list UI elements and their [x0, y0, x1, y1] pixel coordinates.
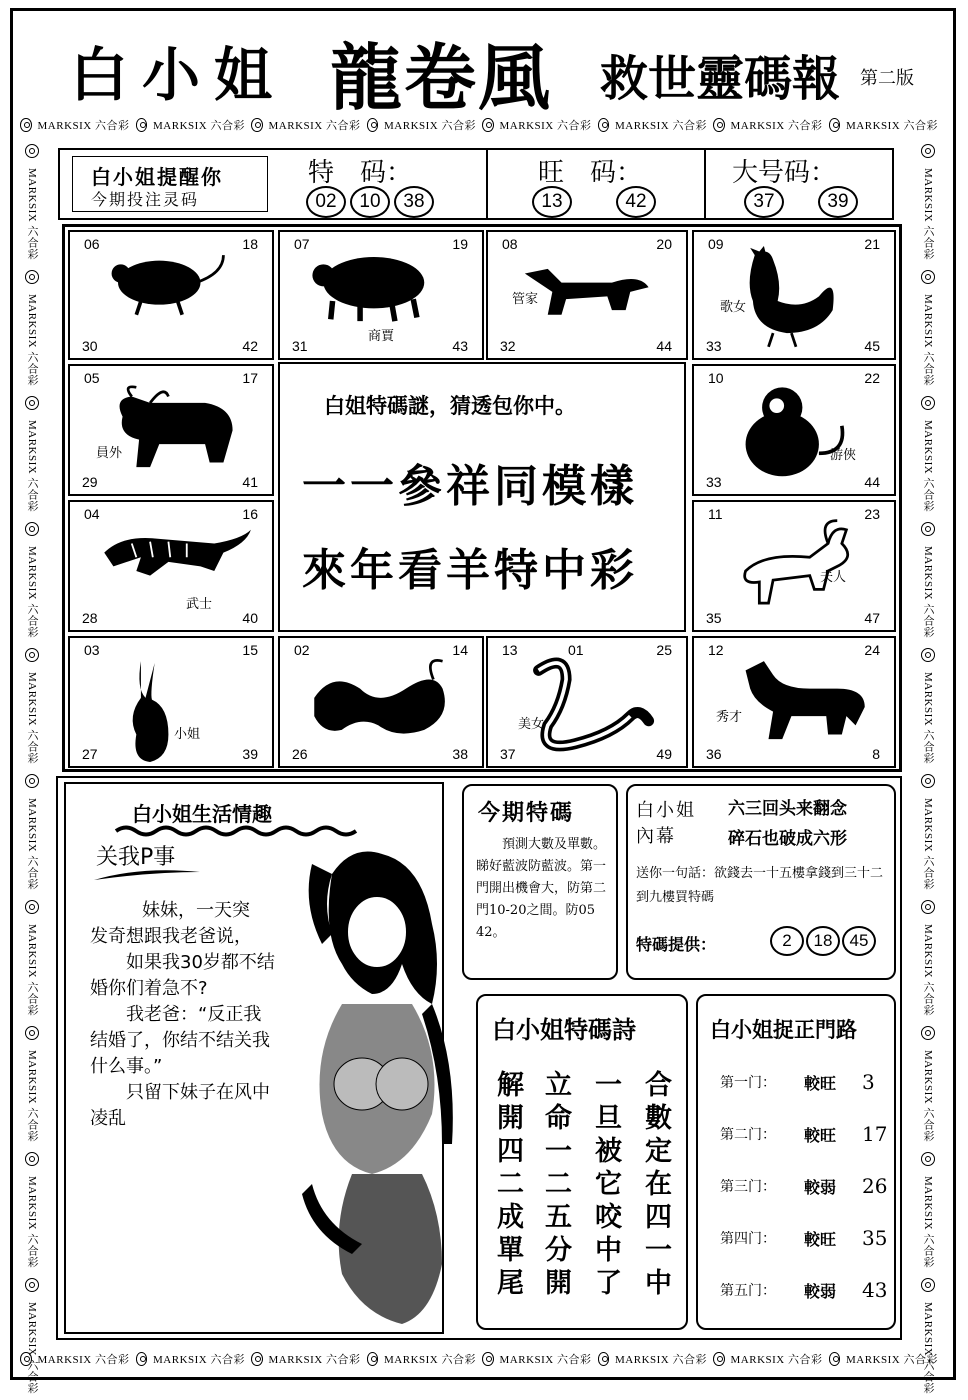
flower-icon: [921, 522, 935, 536]
zodiac-label: 夫人: [820, 570, 847, 585]
border-strip-text: MARKSIX 六合彩: [922, 1175, 934, 1268]
border-strip-text: MARKSIX 六合彩: [26, 671, 38, 764]
code-ball: 2: [770, 926, 804, 956]
border-strip-text: MARKSIX 六合彩: [922, 293, 934, 386]
gate-row: [720, 1226, 887, 1250]
code-ball: 45: [842, 926, 876, 956]
border-strip-text: MARKSIX 六合彩: [268, 120, 361, 132]
inside-line2: 碎石也破成六形: [728, 829, 847, 849]
wang-code-label: 旺 码：: [538, 158, 643, 188]
border-strip-text: MARKSIX 六合彩: [384, 120, 476, 132]
header: [40, 20, 930, 120]
gate-status: 較旺: [804, 1125, 837, 1145]
border-strip-text: MARKSIX 六合彩: [922, 1049, 934, 1142]
zodiac-cell-rat: [68, 230, 274, 360]
riddle-line2: 來年看羊特中彩: [302, 545, 638, 596]
border-strip-text: MARKSIX 六合彩: [26, 1301, 38, 1394]
zodiac-number-top-right: 19: [452, 236, 468, 252]
big-code-label: 大号码：: [732, 158, 837, 188]
gate-status: 較弱: [804, 1281, 837, 1301]
zodiac-number-top-right: 18: [242, 236, 258, 252]
life-body: [90, 898, 316, 1132]
zodiac-number-bottom-left: 37: [500, 746, 516, 762]
zodiac-cell-rabbit: [68, 636, 274, 768]
zodiac-number-top-middle: 01: [568, 642, 584, 658]
divider: [704, 150, 706, 218]
inside-label2: 內幕: [636, 826, 676, 847]
flower-icon: [251, 1352, 263, 1366]
life-section: [64, 782, 444, 1334]
border-strip-text: MARKSIX 六合彩: [268, 1354, 361, 1366]
flower-icon: [482, 118, 494, 132]
gate-number: 17: [862, 1122, 888, 1146]
main-title: 龍卷風: [330, 35, 553, 120]
zodiac-cell-monkey: [692, 364, 896, 496]
zodiac-cell-tiger: [68, 500, 274, 632]
gates-title: 白小姐捉正門路: [710, 1017, 857, 1042]
border-strip-text: MARKSIX 六合彩: [499, 120, 592, 132]
gate-row: [720, 1278, 887, 1302]
zodiac-number-top-right: 20: [656, 236, 672, 252]
zodiac-number-top-left: 06: [84, 236, 100, 252]
gate-name: 第五门：: [720, 1283, 776, 1299]
inside-gift: 送你一句話：欲錢去一十五樓拿錢到三十二到九樓買特碼: [636, 866, 884, 905]
zodiac-number-bottom-right: 40: [242, 610, 258, 626]
life-line: 我老爸：“反正我: [126, 1004, 262, 1025]
flower-icon: [921, 396, 935, 410]
special-code-group: [298, 152, 488, 218]
snake-icon: [504, 652, 674, 762]
life-title: 白小姐生活情趣: [132, 802, 272, 826]
wavy-underline: [116, 824, 356, 838]
border-strip-text: MARKSIX 六合彩: [922, 797, 934, 890]
header-subtitle: 救世靈碼報: [600, 51, 841, 107]
gate-number: 35: [862, 1226, 888, 1250]
zodiac-number-top-left: 08: [502, 236, 518, 252]
zodiac-number-bottom-right: 41: [242, 474, 258, 490]
zodiac-number-top-right: 21: [864, 236, 880, 252]
poem-column: 解開四二成單尾: [492, 1070, 523, 1301]
border-strip-text: MARKSIX 六合彩: [26, 545, 38, 638]
codes-row: [58, 148, 894, 220]
flower-icon: [136, 118, 148, 132]
top-border-strip: [20, 116, 938, 134]
life-line: 什么事。”: [90, 1056, 163, 1077]
zodiac-number-bottom-left: 33: [706, 338, 722, 354]
zodiac-number-bottom-right: 39: [242, 746, 258, 762]
zodiac-cell-dog: [486, 230, 688, 360]
flower-icon: [25, 1026, 39, 1040]
border-strip-text: MARKSIX 六合彩: [922, 923, 934, 1016]
flower-icon: [25, 774, 39, 788]
zodiac-number-bottom-left: 32: [500, 338, 516, 354]
zodiac-number-bottom-left: 31: [292, 338, 308, 354]
life-line: 妹妹，一天突: [142, 900, 250, 921]
ox-icon: [88, 380, 258, 490]
zodiac-label: 小姐: [174, 727, 201, 742]
zodiac-number-bottom-left: 27: [82, 746, 98, 762]
zodiac-number-bottom-left: 28: [82, 610, 98, 626]
gate-number: 3: [862, 1070, 875, 1094]
zodiac-number-bottom-left: 30: [82, 338, 98, 354]
gate-name: 第三门：: [720, 1179, 776, 1195]
flower-icon: [25, 648, 39, 662]
flower-icon: [598, 1352, 610, 1366]
divider: [486, 150, 488, 218]
zodiac-number-top-left: 12: [708, 642, 724, 658]
poem-column: 一旦被它咬中了: [590, 1070, 621, 1301]
flower-icon: [25, 396, 39, 410]
special-code-balls: [306, 186, 438, 218]
flower-icon: [25, 522, 39, 536]
border-strip-text: MARKSIX 六合彩: [922, 671, 934, 764]
life-line: 发奇想跟我老爸说，: [90, 926, 252, 947]
border-strip-text: MARKSIX 六合彩: [922, 545, 934, 638]
gate-name: 第二门：: [720, 1127, 776, 1143]
provide-balls: [770, 926, 878, 956]
zodiac-number-top-left: 04: [84, 506, 100, 522]
flower-icon: [25, 900, 39, 914]
life-line: 凌乱: [90, 1108, 126, 1129]
zodiac-number-top-right: 15: [242, 642, 258, 658]
flower-icon: [367, 118, 379, 132]
zodiac-number-bottom-right: 43: [452, 338, 468, 354]
zodiac-number-bottom-left: 26: [292, 746, 308, 762]
inside-label1: 白小姐: [636, 800, 696, 821]
border-strip-text: MARKSIX 六合彩: [922, 1301, 934, 1394]
border-strip-text: MARKSIX 六合彩: [26, 419, 38, 512]
woman-photo: [292, 844, 462, 1332]
zodiac-number-top-left: 03: [84, 642, 100, 658]
flower-icon: [713, 1352, 725, 1366]
inside-box: [626, 784, 896, 980]
border-strip-text: MARKSIX 六合彩: [615, 1354, 707, 1366]
life-line: 婚你们着急不?: [90, 978, 208, 999]
flower-icon: [921, 270, 935, 284]
gate-status: 較弱: [804, 1177, 837, 1197]
poem-box: [476, 994, 688, 1330]
border-strip-text: MARKSIX 六合彩: [26, 168, 38, 260]
zodiac-number-bottom-right: 45: [864, 338, 880, 354]
flower-icon: [921, 648, 935, 662]
zodiac-number-bottom-left: 35: [706, 610, 722, 626]
border-strip-text: MARKSIX 六合彩: [153, 120, 245, 132]
code-ball: 18: [806, 926, 840, 956]
big-code-balls: [744, 186, 862, 218]
zodiac-label: 歌女: [720, 300, 747, 315]
reminder-box: [72, 156, 268, 212]
flower-icon: [251, 118, 263, 132]
flower-icon: [482, 1352, 494, 1366]
rabbit-icon: [88, 652, 258, 762]
zodiac-number-bottom-right: 44: [656, 338, 672, 354]
border-strip-text: MARKSIX 六合彩: [153, 1354, 245, 1366]
left-border-strip: [22, 140, 40, 1394]
flower-icon: [598, 118, 610, 132]
life-line: 如果我30岁都不结: [126, 952, 275, 973]
zodiac-number-top-left: 11: [708, 506, 723, 522]
zodiac-label: 管家: [512, 292, 539, 307]
flower-icon: [921, 900, 935, 914]
zodiac-cell-rooster: [692, 230, 896, 360]
zodiac-number-top-right: 17: [242, 370, 258, 386]
zodiac-number-bottom-left: 33: [706, 474, 722, 490]
inside-line1: 六三回头来翻念: [728, 799, 847, 819]
rat-icon: [88, 246, 258, 356]
flower-icon: [25, 144, 39, 158]
zodiac-number-top-left: 05: [84, 370, 100, 386]
border-strip-text: MARKSIX 六合彩: [922, 419, 934, 512]
flower-icon: [921, 144, 935, 158]
riddle-intro: 白姐特碼謎，猜透包你中。: [324, 393, 576, 418]
border-strip-text: MARKSIX 六合彩: [730, 1354, 823, 1366]
zodiac-cell-dragon: [278, 636, 484, 768]
special-code-label: 特 码：: [308, 158, 413, 188]
poem-column: 合數定在四一中: [640, 1070, 671, 1301]
flower-icon: [921, 774, 935, 788]
code-ball: 42: [616, 186, 656, 218]
zodiac-label: 游俠: [830, 448, 857, 463]
code-ball: 02: [306, 186, 346, 218]
zodiac-cell-snake: [486, 636, 688, 768]
gate-row: [720, 1070, 875, 1094]
border-strip-text: MARKSIX 六合彩: [26, 1175, 38, 1268]
border-strip-text: MARKSIX 六合彩: [730, 120, 823, 132]
border-strip-text: MARKSIX 六合彩: [37, 120, 130, 132]
zodiac-label: 秀才: [716, 710, 743, 725]
life-line: 结婚了，你结不结关我: [90, 1030, 270, 1051]
code-ball: 37: [744, 186, 784, 218]
gate-number: 43: [862, 1278, 888, 1302]
poem-column: 立命一二五分開: [540, 1070, 571, 1301]
issue-code-box: [462, 784, 618, 980]
zodiac-label: 商賈: [368, 329, 395, 344]
code-ball: 10: [350, 186, 390, 218]
zodiac-number-top-right: 16: [242, 506, 258, 522]
flower-icon: [921, 1278, 935, 1292]
flower-icon: [829, 118, 841, 132]
tiger-icon: [88, 516, 258, 626]
zodiac-number-bottom-left: 36: [706, 746, 722, 762]
provide-label: 特碼提供：: [636, 935, 717, 954]
swoosh-icon: [92, 868, 202, 884]
right-border-strip: [918, 140, 936, 1394]
border-strip-text: MARKSIX 六合彩: [26, 293, 38, 386]
life-subtitle: 关我P事: [96, 845, 176, 870]
flower-icon: [829, 1352, 841, 1366]
zodiac-number-top-left: 07: [294, 236, 310, 252]
code-ball: 39: [818, 186, 858, 218]
zodiac-number-top-right: 25: [656, 642, 672, 658]
border-strip-text: MARKSIX 六合彩: [615, 120, 707, 132]
border-strip-text: MARKSIX 六合彩: [26, 923, 38, 1016]
zodiac-number-bottom-right: 38: [452, 746, 468, 762]
flower-icon: [921, 1152, 935, 1166]
zodiac-number-top-left: 13: [502, 642, 518, 658]
zodiac-number-top-left: 10: [708, 370, 724, 386]
border-strip-text: MARKSIX 六合彩: [846, 120, 938, 132]
border-strip-text: MARKSIX 六合彩: [922, 168, 934, 260]
zodiac-number-top-right: 14: [452, 642, 468, 658]
gate-status: 較旺: [804, 1073, 837, 1093]
border-strip-text: MARKSIX 六合彩: [26, 1049, 38, 1142]
flower-icon: [25, 1278, 39, 1292]
wang-code-balls: [532, 186, 660, 218]
issue-code-text: 預測大數及單數。睇好藍波防藍波。第一門開出機會大，防第二門10-20之間。防05 42。: [476, 837, 607, 940]
border-strip-text: MARKSIX 六合彩: [384, 1354, 476, 1366]
issue-code-title: 今期特碼: [478, 800, 575, 826]
zodiac-number-bottom-right: 42: [242, 338, 258, 354]
gate-row: [720, 1174, 887, 1198]
zodiac-label: 員外: [96, 446, 123, 461]
edition-label: 第二版: [860, 68, 914, 89]
border-strip-text: MARKSIX 六合彩: [499, 1354, 592, 1366]
zodiac-cell-horse: [692, 636, 896, 768]
dragon-icon: [298, 652, 468, 762]
zodiac-number-top-right: 24: [864, 642, 880, 658]
reminder-line1: 白小姐提醒你: [91, 165, 223, 189]
flower-icon: [136, 1352, 148, 1366]
poem-title: 白小姐特碼詩: [492, 1015, 636, 1044]
border-strip-text: MARKSIX 六合彩: [26, 797, 38, 890]
wang-code-group: [528, 152, 728, 218]
flower-icon: [25, 1152, 39, 1166]
flower-icon: [25, 270, 39, 284]
zodiac-number-bottom-left: 29: [82, 474, 98, 490]
riddle-box: [278, 362, 686, 632]
zodiac-number-top-left: 09: [708, 236, 724, 252]
bottom-border-strip: [20, 1350, 938, 1368]
brand-title: 白小姐: [70, 41, 287, 109]
zodiac-number-bottom-right: 47: [864, 610, 880, 626]
zodiac-number-bottom-right: 49: [656, 746, 672, 762]
flower-icon: [713, 118, 725, 132]
zodiac-cell-ox: [278, 230, 484, 360]
gate-status: 較旺: [804, 1229, 837, 1249]
flower-icon: [921, 1026, 935, 1040]
goat-icon: [711, 516, 881, 626]
life-line: 只留下妹子在风中: [126, 1082, 270, 1103]
zodiac-number-top-right: 23: [864, 506, 880, 522]
flower-icon: [20, 118, 32, 132]
gate-number: 26: [862, 1174, 888, 1198]
gate-name: 第一门：: [720, 1075, 776, 1091]
flower-icon: [367, 1352, 379, 1366]
gate-row: [720, 1122, 887, 1146]
big-code-group: [728, 152, 888, 218]
riddle-line1: 一一參祥同模樣: [302, 461, 638, 512]
zodiac-cell-bull: [68, 364, 274, 496]
code-ball: 13: [532, 186, 572, 218]
zodiac-number-bottom-right: 8: [872, 746, 880, 762]
zodiac-number-bottom-right: 44: [864, 474, 880, 490]
border-strip-text: MARKSIX 六合彩: [846, 1354, 938, 1366]
reminder-line2: 今期投注灵码: [91, 190, 200, 209]
border-strip-text: MARKSIX 六合彩: [37, 1354, 130, 1366]
code-ball: 38: [394, 186, 434, 218]
zodiac-label: 武士: [186, 597, 213, 612]
zodiac-cell-goat: [692, 500, 896, 632]
zodiac-number-top-left: 02: [294, 642, 310, 658]
monkey-icon: [711, 380, 881, 490]
gate-name: 第四门：: [720, 1231, 776, 1247]
zodiac-number-top-right: 22: [864, 370, 880, 386]
zodiac-label: 美女: [518, 717, 545, 732]
